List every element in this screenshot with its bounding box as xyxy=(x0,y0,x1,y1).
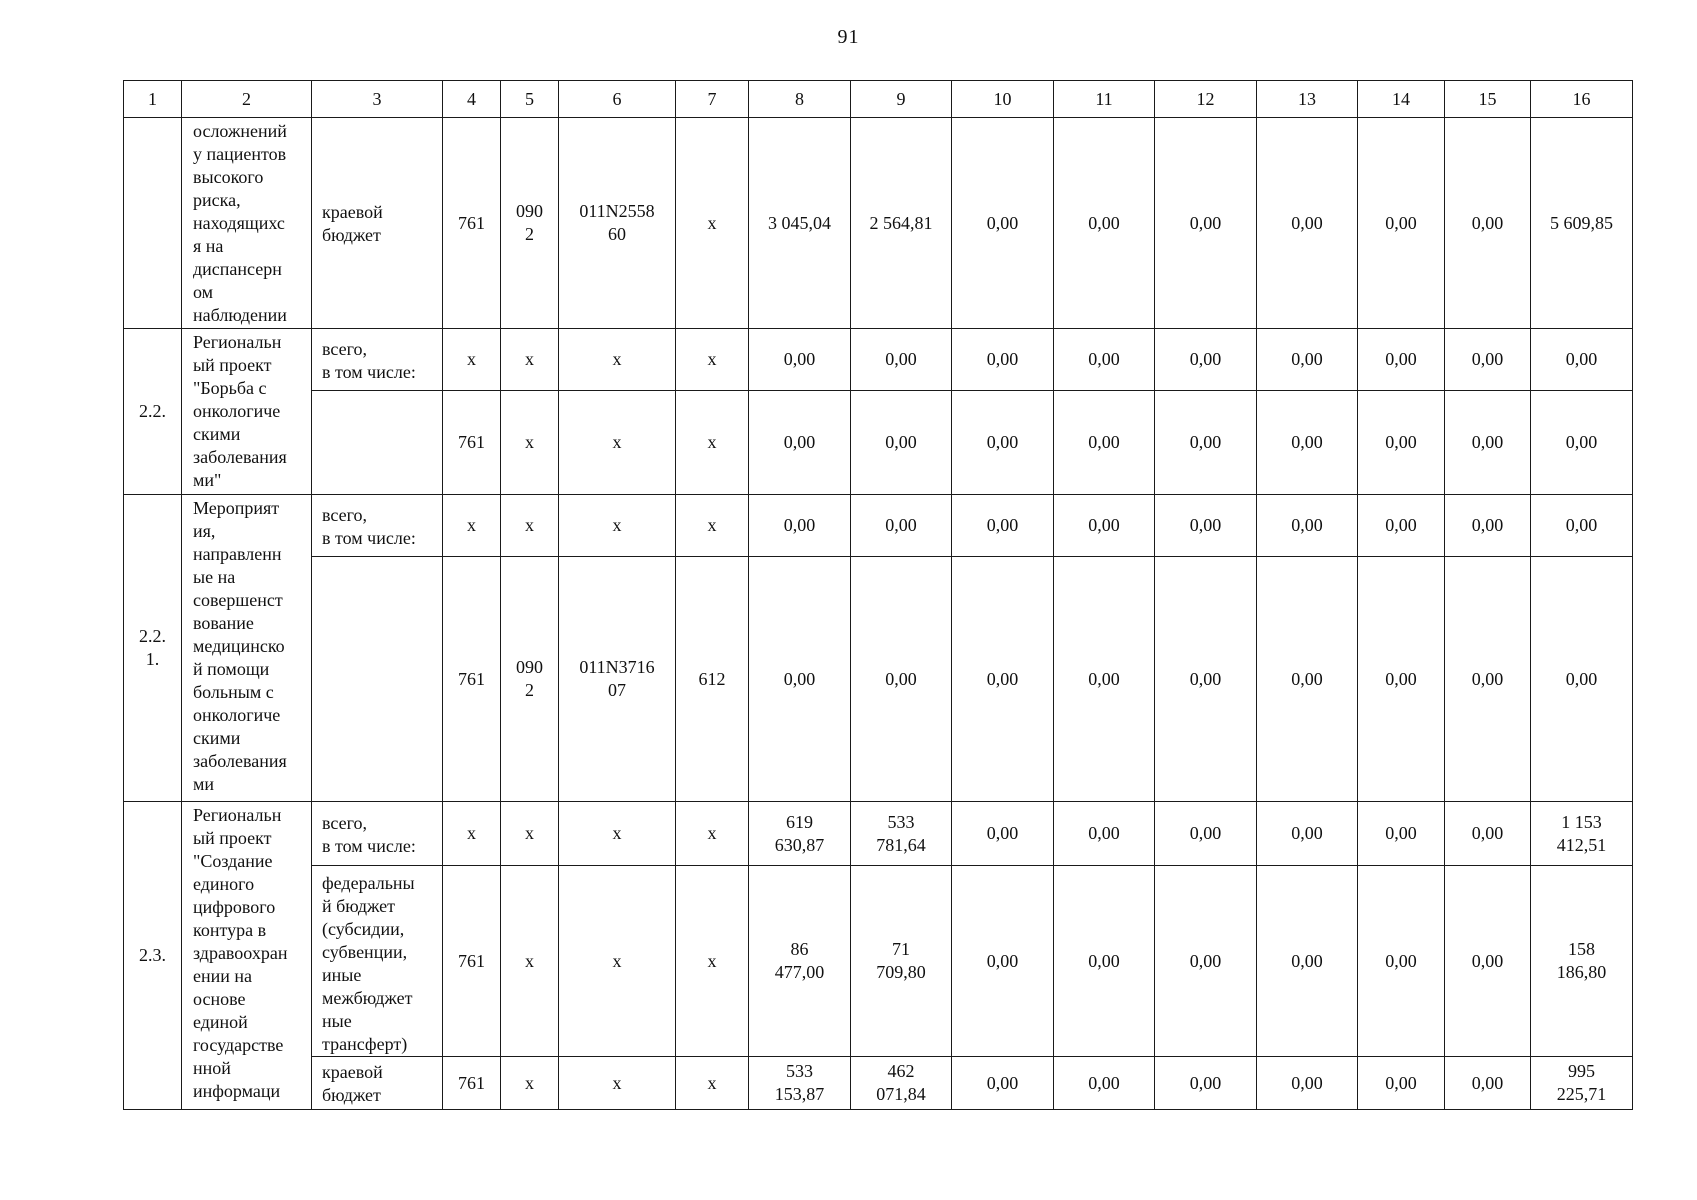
amount-cell: 0,00 xyxy=(749,557,851,802)
item-name: Мероприят ия, направленн ые на совершенст вование медицинско й помощи больным с онкологиче скими заболевания ми xyxy=(182,495,312,802)
funding-source xyxy=(312,391,443,495)
amount-cell: 0,00 xyxy=(1257,495,1358,557)
code-cell: х xyxy=(501,391,559,495)
amount-cell: 0,00 xyxy=(749,391,851,495)
amount-cell: 0,00 xyxy=(1054,495,1155,557)
amount-cell: 0,00 xyxy=(851,557,952,802)
amount-cell: 0,00 xyxy=(1155,118,1257,329)
row-number: 2.3. xyxy=(124,802,182,1110)
total-cell: 0,00 xyxy=(1531,495,1633,557)
table-row xyxy=(124,391,1633,495)
code-cell: х xyxy=(443,802,501,866)
header-cell: 16 xyxy=(1531,81,1633,118)
amount-cell: 0,00 xyxy=(1054,557,1155,802)
amount-cell: 0,00 xyxy=(1054,118,1155,329)
header-cell: 10 xyxy=(952,81,1054,118)
amount-cell: 0,00 xyxy=(952,866,1054,1057)
code-cell: х xyxy=(559,495,676,557)
total-cell: 0,00 xyxy=(1531,329,1633,391)
total-cell: 0,00 xyxy=(1531,391,1633,495)
item-name: осложнений у пациентов высокого риска, находящихс я на диспансерн ом наблюдении xyxy=(182,118,312,329)
amount-cell: 0,00 xyxy=(1445,802,1531,866)
funding-source: всего, в том числе: xyxy=(312,329,443,391)
code-cell: 090 2 xyxy=(501,118,559,329)
table-row xyxy=(124,802,1633,866)
amount-cell: 533 153,87 xyxy=(749,1057,851,1110)
amount-cell: 0,00 xyxy=(1445,866,1531,1057)
amount-cell: 0,00 xyxy=(1155,329,1257,391)
amount-cell: 0,00 xyxy=(851,495,952,557)
amount-cell: 0,00 xyxy=(1054,866,1155,1057)
amount-cell: 0,00 xyxy=(1358,118,1445,329)
amount-cell: 0,00 xyxy=(1054,802,1155,866)
amount-cell: 0,00 xyxy=(749,329,851,391)
amount-cell: 0,00 xyxy=(1257,329,1358,391)
code-cell: х xyxy=(676,802,749,866)
amount-cell: 0,00 xyxy=(1155,1057,1257,1110)
table-row xyxy=(124,1057,1633,1110)
header-cell: 15 xyxy=(1445,81,1531,118)
header-cell: 13 xyxy=(1257,81,1358,118)
row-number xyxy=(124,118,182,329)
total-cell: 5 609,85 xyxy=(1531,118,1633,329)
code-cell: х xyxy=(559,866,676,1057)
code-cell: х xyxy=(676,495,749,557)
code-cell: 761 xyxy=(443,866,501,1057)
amount-cell: 0,00 xyxy=(1445,557,1531,802)
amount-cell: 0,00 xyxy=(1445,329,1531,391)
header-cell: 1 xyxy=(124,81,182,118)
code-cell: х xyxy=(501,495,559,557)
code-cell: 761 xyxy=(443,391,501,495)
code-cell: х xyxy=(676,118,749,329)
code-cell: 761 xyxy=(443,1057,501,1110)
amount-cell: 0,00 xyxy=(952,118,1054,329)
funding-source: краевой бюджет xyxy=(312,1057,443,1110)
amount-cell: 0,00 xyxy=(952,802,1054,866)
code-cell: х xyxy=(559,329,676,391)
amount-cell: 0,00 xyxy=(1358,391,1445,495)
header-cell: 4 xyxy=(443,81,501,118)
funding-source xyxy=(312,557,443,802)
code-cell: х xyxy=(559,1057,676,1110)
amount-cell: 0,00 xyxy=(1358,866,1445,1057)
item-name: Региональн ый проект "Борьба с онкологиче скими заболевания ми" xyxy=(182,329,312,495)
code-cell: х xyxy=(676,1057,749,1110)
amount-cell: 0,00 xyxy=(1358,802,1445,866)
table-row xyxy=(124,329,1633,391)
amount-cell: 0,00 xyxy=(1358,1057,1445,1110)
code-cell: х xyxy=(501,802,559,866)
amount-cell: 0,00 xyxy=(1054,1057,1155,1110)
header-cell: 7 xyxy=(676,81,749,118)
code-cell: х xyxy=(501,1057,559,1110)
amount-cell: 0,00 xyxy=(1054,391,1155,495)
amount-cell: 0,00 xyxy=(851,329,952,391)
header-cell: 3 xyxy=(312,81,443,118)
header-cell: 14 xyxy=(1358,81,1445,118)
row-number: 2.2. xyxy=(124,329,182,495)
code-cell: 011N3716 07 xyxy=(559,557,676,802)
amount-cell: 462 071,84 xyxy=(851,1057,952,1110)
amount-cell: 3 045,04 xyxy=(749,118,851,329)
code-cell: х xyxy=(443,495,501,557)
amount-cell: 86 477,00 xyxy=(749,866,851,1057)
amount-cell: 0,00 xyxy=(1155,391,1257,495)
table-row xyxy=(124,495,1633,557)
amount-cell: 0,00 xyxy=(1445,1057,1531,1110)
code-cell: 761 xyxy=(443,118,501,329)
code-cell: х xyxy=(559,802,676,866)
header-cell: 8 xyxy=(749,81,851,118)
table-row xyxy=(124,557,1633,802)
header-cell: 2 xyxy=(182,81,312,118)
amount-cell: 0,00 xyxy=(1257,866,1358,1057)
amount-cell: 0,00 xyxy=(1155,802,1257,866)
total-cell: 0,00 xyxy=(1531,557,1633,802)
budget-table xyxy=(123,80,1633,1110)
header-row xyxy=(124,81,1633,118)
amount-cell: 0,00 xyxy=(1445,118,1531,329)
amount-cell: 0,00 xyxy=(952,329,1054,391)
header-cell: 5 xyxy=(501,81,559,118)
code-cell: 612 xyxy=(676,557,749,802)
code-cell: х xyxy=(676,329,749,391)
code-cell: 011N2558 60 xyxy=(559,118,676,329)
amount-cell: 619 630,87 xyxy=(749,802,851,866)
amount-cell: 0,00 xyxy=(1257,802,1358,866)
amount-cell: 0,00 xyxy=(1155,495,1257,557)
amount-cell: 0,00 xyxy=(1445,391,1531,495)
amount-cell: 0,00 xyxy=(1257,557,1358,802)
code-cell: х xyxy=(501,329,559,391)
amount-cell: 0,00 xyxy=(1257,391,1358,495)
amount-cell: 0,00 xyxy=(749,495,851,557)
code-cell: 761 xyxy=(443,557,501,802)
item-name: Региональн ый проект "Создание единого цифрового контура в здравоохран ении на основе единой государстве нной информаци xyxy=(182,802,312,1110)
amount-cell: 71 709,80 xyxy=(851,866,952,1057)
code-cell: х xyxy=(559,391,676,495)
table-row xyxy=(124,866,1633,1057)
funding-source: всего, в том числе: xyxy=(312,495,443,557)
amount-cell: 0,00 xyxy=(1155,557,1257,802)
amount-cell: 0,00 xyxy=(952,495,1054,557)
funding-source: всего, в том числе: xyxy=(312,802,443,866)
amount-cell: 0,00 xyxy=(1257,1057,1358,1110)
table-row xyxy=(124,118,1633,329)
header-cell: 9 xyxy=(851,81,952,118)
code-cell: х xyxy=(501,866,559,1057)
code-cell: х xyxy=(443,329,501,391)
amount-cell: 0,00 xyxy=(1445,495,1531,557)
amount-cell: 533 781,64 xyxy=(851,802,952,866)
amount-cell: 0,00 xyxy=(1358,557,1445,802)
amount-cell: 0,00 xyxy=(952,391,1054,495)
amount-cell: 0,00 xyxy=(1155,866,1257,1057)
row-number: 2.2. 1. xyxy=(124,495,182,802)
code-cell: 090 2 xyxy=(501,557,559,802)
amount-cell: 0,00 xyxy=(1054,329,1155,391)
funding-source: краевой бюджет xyxy=(312,118,443,329)
total-cell: 995 225,71 xyxy=(1531,1057,1633,1110)
funding-source: федеральны й бюджет (субсидии, субвенции, иные межбюджет ные трансферт) xyxy=(312,866,443,1057)
header-cell: 11 xyxy=(1054,81,1155,118)
amount-cell: 0,00 xyxy=(1257,118,1358,329)
code-cell: х xyxy=(676,866,749,1057)
page-number: 91 xyxy=(837,26,860,48)
amount-cell: 0,00 xyxy=(952,1057,1054,1110)
amount-cell: 0,00 xyxy=(1358,495,1445,557)
header-cell: 6 xyxy=(559,81,676,118)
amount-cell: 2 564,81 xyxy=(851,118,952,329)
amount-cell: 0,00 xyxy=(851,391,952,495)
total-cell: 1 153 412,51 xyxy=(1531,802,1633,866)
total-cell: 158 186,80 xyxy=(1531,866,1633,1057)
code-cell: х xyxy=(676,391,749,495)
amount-cell: 0,00 xyxy=(952,557,1054,802)
amount-cell: 0,00 xyxy=(1358,329,1445,391)
header-cell: 12 xyxy=(1155,81,1257,118)
